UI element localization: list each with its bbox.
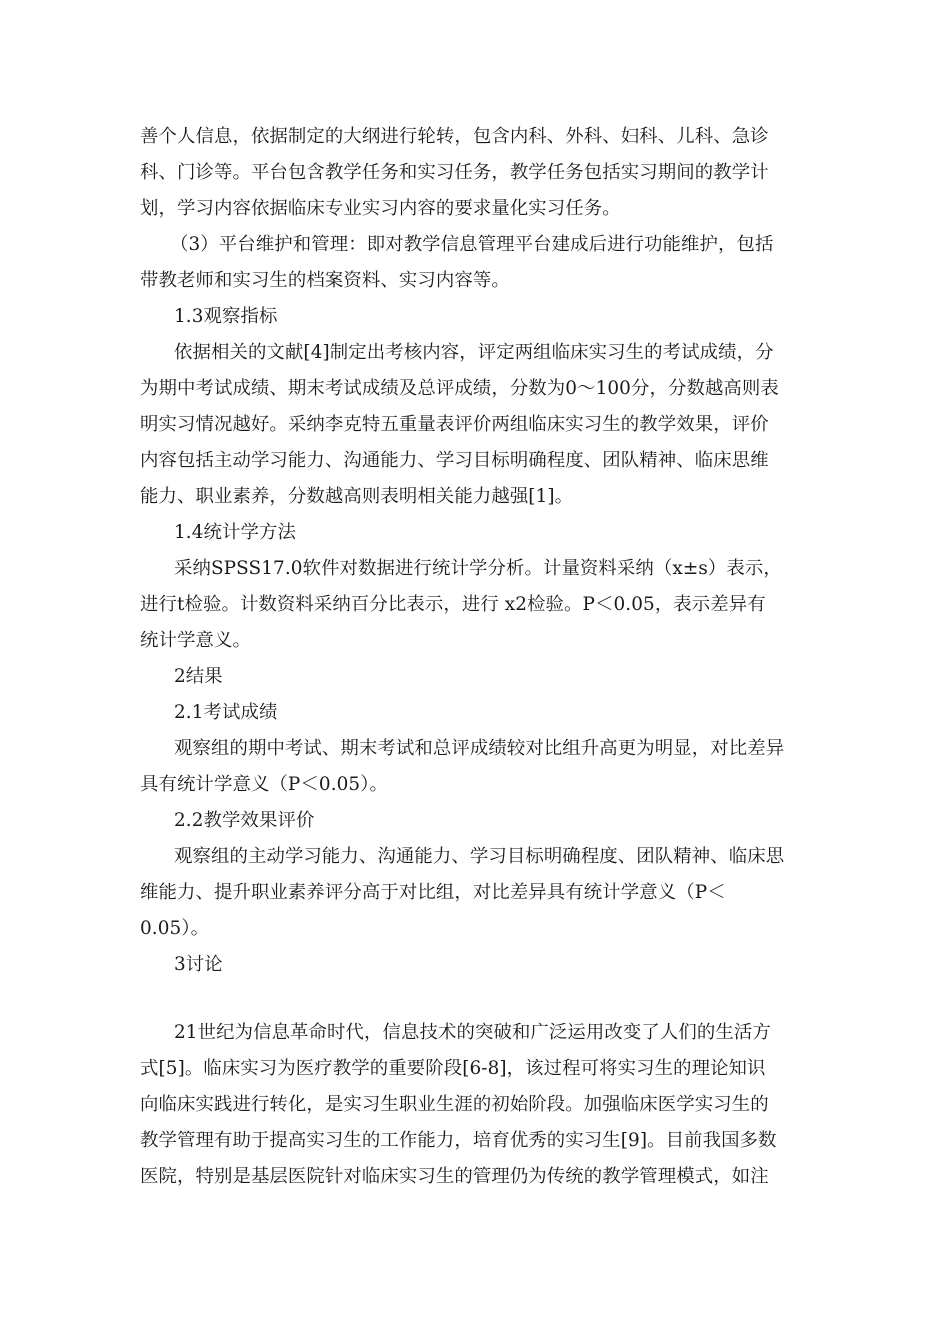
body-text-line: 为期中考试成绩、期末考试成绩及总评成绩，分数为0～100分，分数越高则表 (140, 378, 779, 399)
body-text-line: 观察组的主动学习能力、沟通能力、学习目标明确程度、团队精神、临床思 (174, 846, 785, 867)
body-text-line: 观察组的期中考试、期末考试和总评成绩较对比组升高更为明显，对比差异 (174, 738, 785, 759)
list-item-text: （3）平台维护和管理：即对教学信息管理平台建成后进行功能维护，包括 (170, 234, 774, 255)
body-text-line: 依据相关的文献[4]制定出考核内容，评定两组临床实习生的考试成绩，分 (174, 342, 774, 363)
body-text-line: 能力、职业素养，分数越高则表明相关能力越强[1]。 (140, 486, 574, 507)
body-text-line: 进行t检验。计数资料采纳百分比表示，进行 x2检验。P＜0.05，表示差异有 (140, 594, 766, 615)
body-text-line: 维能力、提升职业素养评分高于对比组，对比差异具有统计学意义（P＜ (140, 882, 726, 903)
body-text-line: 明实习情况越好。采纳李克特五重量表评价两组临床实习生的教学效果，评价 (140, 414, 769, 435)
body-text-line: 科、门诊等。平台包含教学任务和实习任务，教学任务包括实习期间的教学计 (140, 162, 769, 183)
body-text-line: 内容包括主动学习能力、沟通能力、学习目标明确程度、团队精神、临床思维 (140, 450, 769, 471)
section-heading: 1.4统计学方法 (174, 522, 297, 543)
body-text-line: 0.05）。 (140, 918, 210, 939)
body-text-line: 统计学意义。 (140, 630, 251, 651)
body-text-line: 采纳SPSS17.0软件对数据进行统计学分析。计量资料采纳（x±s）表示， (174, 558, 782, 579)
body-text-line: 式[5]。临床实习为医疗教学的重要阶段[6-8]，该过程可将实习生的理论知识 (140, 1058, 766, 1079)
body-text-line: 教学管理有助于提高实习生的工作能力，培育优秀的实习生[9]。目前我国多数 (140, 1130, 777, 1151)
body-text-line: 具有统计学意义（P＜0.05）。 (140, 774, 389, 795)
section-heading: 2.1考试成绩 (174, 702, 278, 723)
section-heading: 2.2教学效果评价 (174, 810, 315, 831)
body-text-line: 医院，特别是基层医院针对临床实习生的管理仍为传统的教学管理模式，如注 (140, 1166, 769, 1187)
body-text-line: 划，学习内容依据临床专业实习内容的要求量化实习任务。 (140, 198, 621, 219)
body-text-line: 21世纪为信息革命时代，信息技术的突破和广泛运用改变了人们的生活方 (174, 1022, 771, 1043)
body-text-line: 向临床实践进行转化，是实习生职业生涯的初始阶段。加强临床医学实习生的 (140, 1094, 769, 1115)
section-heading: 1.3观察指标 (174, 306, 278, 327)
body-text-line: 带教老师和实习生的档案资料、实习内容等。 (140, 270, 510, 291)
section-heading: 2结果 (174, 666, 223, 687)
section-heading: 3讨论 (174, 954, 223, 975)
body-text-line: 善个人信息，依据制定的大纲进行轮转，包含内科、外科、妇科、儿科、急诊 (140, 126, 769, 147)
